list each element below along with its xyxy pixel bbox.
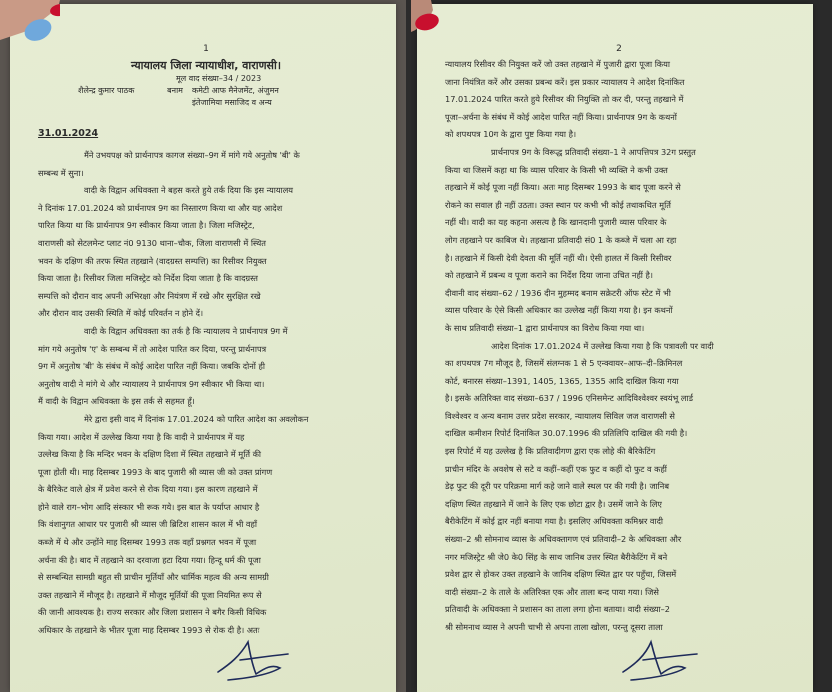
text-line: लोग तहखाने पर काबिज थे। तहखाना प्रतिवादी सं0 1 के कब्जे में चला आ रहा [445,234,677,245]
text-line: 9ग में अनुतोष 'बी' के संबंध में कोई आदेश पारित नहीं किया। जबकि दोनों ही [38,361,265,372]
right-document-page [417,4,813,692]
text-line: बैरीकेटिंग में कोई द्वार नहीं बनाया गया है। इसलिए अधिवक्ता कमिश्नर वादी [445,516,664,527]
text-line: भवन के दक्षिण की तरफ स्थित तहखाने (वादग्रस्त सम्पत्ति) का रिसीवर नियुक्त [38,255,267,266]
text-line: अर्चना की है। बाद में तहखाने का दरवाजा हटा दिया गया। हिन्दू धर्म की पूजा [38,554,261,565]
text-line: पूजा–अर्चना के संबंध में कोई आदेश पारित नहीं किया। प्रार्थनापत्र 9ग के कथनों [445,111,677,122]
court-heading: न्यायालय जिला न्यायाधीश, वाराणसी। [130,59,282,72]
text-line: प्राचीन मंदिर के अवशेष से सटे व कहीं–कहीं एक फुट व कहीं दो फुट व कहीं [445,463,667,474]
text-line: अधिकार के तहखाने के भीतर पूजा माह दिसम्बर 1993 से रोक दी है। अतः [38,625,260,636]
text-line: जाना नियंत्रित करें और उसका प्रबन्ध करें। इस प्रकार न्यायालय ने आदेश दिनांकित [445,76,685,87]
text-line: दीवानी वाद संख्या–62 / 1936 दीन मुहम्मद बनाम सक्रेटरी ऑफ स्टेट में भी [445,287,671,298]
text-line: वादी संख्या–2 के ताले के अतिरिक्त एक और ताला बन्द पाया गया। जिसे [445,586,659,597]
text-line: प्रवेश द्वार से होकर उक्त तहखाने के जानिब दक्षिण स्थित द्वार पर पहुँचा, जिसमें [445,569,677,580]
defendant-name [192,85,374,109]
defendant-line: कमेटी आफ मैनेजमेंट, अंजुमन [192,86,279,95]
text-line: दक्षिण स्थित तहखाने में जाने के लिए एक छोटा द्वार है। उसमें जाने के लिए [445,498,662,509]
text-line: पूजा होती थी। माह दिसम्बर 1993 के बाद पुजारी श्री व्यास जी को उक्त प्रांगण [38,466,273,477]
text-line: मांग गये अनुतोष 'ए' के सम्बन्ध में तो आदेश पारित कर दिया, परन्तु प्रार्थनापत्र [38,343,267,354]
text-line: तहखाने में कोई पूजा नहीं किया। अतः माह दिसम्बर 1993 के बाद पूजा करने से [445,182,681,193]
text-line: कि वंशानुगत आधार पर पुजारी श्री व्यास जी ब्रिटिश शासन काल में भी वहाँ [38,519,257,530]
order-body [38,147,374,640]
text-line: वादी के विद्वान अधिवक्ता का तर्क है कि न्यायालय ने प्रार्थनापत्र 9ग में [84,325,288,336]
plaintiff-name: शैलेन्द्र कुमार पाठक [78,86,135,95]
text-line: सम्पत्ति को दौरान वाद अपनी अभिरक्षा और नियंत्रण में रखे और सुरक्षित रखे [38,290,261,301]
right-photo [411,0,832,692]
text-line: है। तहखाने में किसी देवी देवता की मूर्ति नहीं थी। ऐसी हालत में किसी रिसीवर [445,252,672,263]
order-date: 31.01.2024 [38,128,99,139]
text-line: 17.01.2024 पारित करते हुये रिसीवर की नियुक्ति तो कर दी, परन्तु तहखाने में [445,94,684,105]
text-line: व्यास परिवार के ऐसे किसी अधिकार का उल्लेख नहीं किया गया है। इन कथनों [445,305,673,316]
finger-icon [411,0,451,42]
text-line: को तहखाने में प्रबन्ध व पूजा कराने का निर्देश दिया जाना उचित नहीं है। [445,270,653,281]
text-line: उक्त तहखाने में मौजूद है। तहखाने में मौजूद मूर्तियों की पूजा नियमित रूप से [38,589,262,600]
text-line: मेरे द्वारा इसी वाद में दिनांक 17.01.2024 को पारित आदेश का अवलोकन [84,413,309,424]
text-line: किया था जिसमें कहा था कि व्यास परिवार के किसी भी व्यक्ति ने कभी उक्त [445,164,668,175]
text-line: न्यायालय रिसीवर की नियुक्त करें जो उक्त तहखाने में पुजारी द्वारा पूजा किया [445,59,670,69]
text-line: विश्वेश्वर व अन्य बनाम उत्तर प्रदेश सरकार, न्यायालय सिविल जज वाराणसी से [445,410,675,421]
parties-line [38,85,374,109]
text-line: कब्जे में थे और उन्होंने माह दिसम्बर 1993 तक वहाँ प्रश्नगत भवन में पूजा [38,537,257,548]
text-line: कोर्ट, बनारस संख्या–1391, 1405, 1365, 1355 आदि दाखिल किया गया [445,375,679,386]
text-line: सम्बन्ध में सुना। [38,167,84,178]
text-line: प्रतिवादी के अधिवक्ता ने प्रशासन का ताला लगा होना बताया। वादी संख्या–2 [445,604,670,615]
text-line: इस रिपोर्ट में यह उल्लेख है कि प्रतिवादीगण द्वारा एक लोहे की बैरिकेटिंग [445,446,656,457]
text-line: उल्लेख किया है कि मन्दिर भवन के दक्षिण दिशा में स्थित तहखाने में मूर्ति की [38,449,261,460]
text-line: संख्या–2 श्री सोमनाथ व्यास के अधिवक्तागण एवं प्रतिवादी–2 के अधिवक्ता और [445,534,682,545]
text-line: किया गया। आदेश में उल्लेख किया गया है कि वादी ने प्रार्थनापत्र में यह [38,431,245,442]
signature [210,634,300,684]
finger-icon [0,0,60,52]
order-body [445,56,793,637]
page-number: 2 [616,44,622,54]
text-line: से सम्बन्धित सामग्री बहुत सी प्राचीन मूर्तियाँ और धार्मिक महत्व की अन्य सामग्री [38,572,269,583]
page-number: 1 [203,44,209,54]
text-line: डेढ़ फुट की दूरी पर परिक्रमा मार्ग कहे जाने वाले स्थल पर की गयी है। जानिब [445,481,670,492]
text-line: नगर मजिस्ट्रेट श्री जे0 के0 सिंह के साथ जानिब उत्तर स्थित बैरीकेटिंग में बने [445,551,668,562]
signature [617,632,707,682]
text-line: नहीं थी। वादी का यह कहना असत्य है कि खानदानी पुजारी व्यास परिवार के [445,217,667,228]
text-line: होने वाले राग–भोग आदि संस्कार भी रूक गये। इस बात के पर्याप्त आधार है [38,501,260,512]
left-document-page [10,4,396,692]
text-line: श्री सोमनाथ व्यास ने अपनी चाभी से अपना ताला खोला, परन्तु दूसरा ताला [445,622,663,632]
text-line: ने दिनांक 17.01.2024 को प्रार्थनापत्र 9ग का निस्तारण किया था और यह आदेश [38,202,283,213]
text-line: के बैरिकेट वाले क्षेत्र में प्रवेश करने से रोक दिया गया। इस कारण तहखाने में [38,484,258,495]
text-line: और दौरान वाद उसकी स्थिति में कोई परिवर्तन न होने दें। [38,308,204,319]
text-line: आदेश दिनांक 17.01.2024 में उल्लेख किया गया है कि पत्रावली पर वादी [491,340,714,351]
case-number: मूल वाद संख्या–34 / 2023 [176,74,262,83]
text-line: अनुतोष वादी ने मांगे थे और न्यायालय ने प्रार्थनापत्र 9ग स्वीकार भी किया था। [38,378,265,389]
versus-label: बनाम [167,86,183,95]
text-line: रोकने का सवाल ही नहीं उठता। उक्त स्थान पर कभी भी कोई तथाकथित मूर्ति [445,199,671,210]
text-line: वादी के विद्वान अधिवक्ता ने बहस करते हुये तर्क दिया कि इस न्यायालय [84,185,294,196]
text-line: वाराणसी को सेटलमेन्ट प्लाट नं0 9130 थाना–चौक, जिला वाराणसी में स्थित [38,237,266,248]
text-line: मैं वादी के विद्वान अधिवक्ता के इस तर्क से सहमत हूँ। [38,396,195,407]
text-line: मैंने उभयपक्ष को प्रार्थनापत्र कागज संख्या–9ग में मांगे गये अनुतोष 'बी' के [84,150,300,160]
defendant-line: इंतेजामिया मसाजिद व अन्य [192,98,272,107]
text-line: किया जाता है। रिसीवर जिला मजिस्ट्रेट को निर्देश दिया जाता है कि वादग्रस्त [38,273,258,284]
text-line: का शपथपत्र 7ग मौजूद है, जिसमें संलग्नक 1 से 5 एन्क्वायर–आफ–दी–क्रिमिनल [445,358,683,369]
text-line: प्रार्थनापत्र 9ग के विरूद्ध प्रतिवादी संख्या–1 ने आपत्तिपत्र 32ग प्रस्तुत [491,146,696,157]
text-line: दाखिल कमीशन रिपोर्ट दिनांकित 30.07.1996 की प्रतिलिपि दाखिल की गयी है। [445,428,688,439]
text-line: है। इसके अतिरिक्त वाद संख्या–637 / 1996 एनिसमेन्ट आदिविश्वेश्वर स्वयंभू लार्ड [445,393,693,404]
text-line: के साथ प्रतिवादी संख्या–1 द्वारा प्रार्थनापत्र का विरोध किया गया था। [445,322,645,333]
text-line: की जानी आवश्यक है। राज्य सरकार और जिला प्रशासन ने बगैर किसी विधिक [38,607,267,618]
text-line: को शपथपत्र 10ग के द्वारा पुष्ट किया गया है। [445,129,577,140]
text-line: पारित किया था कि प्रार्थनापत्र 9ग स्वीकार किया जाता है। जिला मजिस्ट्रेट, [38,220,255,231]
left-photo [0,0,406,692]
